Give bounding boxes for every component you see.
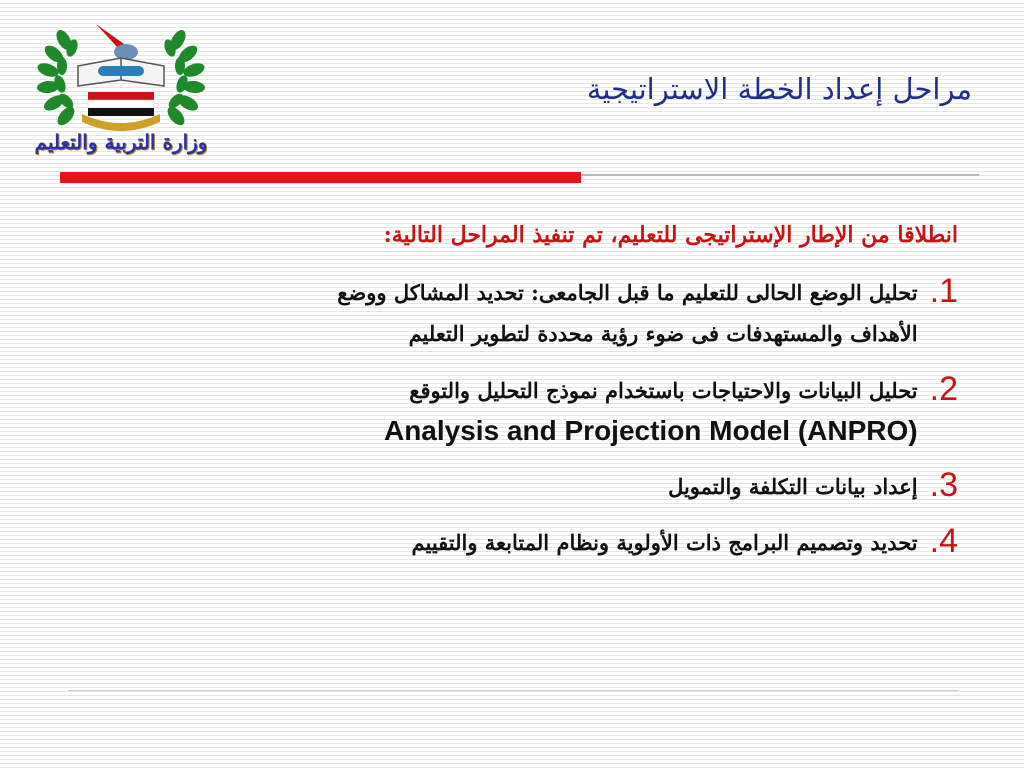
list-item: [668, 466, 958, 507]
ministry-logo: [26, 14, 216, 174]
slide-title: مراحل إعداد الخطة الاستراتيجية: [586, 72, 972, 106]
list-item: [337, 272, 958, 354]
item-line: تحليل البيانات والاحتياجات باستخدام نموذج التحليل والتوقع: [409, 378, 918, 403]
item-number: 1.: [929, 272, 958, 310]
footer-divider: [68, 690, 958, 691]
intro-text: انطلاقا من الإطار الإستراتيجى للتعليم، تم تنفيذ المراحل التالية:: [383, 222, 958, 248]
item-number: 4.: [929, 522, 958, 560]
item-text: [384, 370, 918, 451]
laurel-wreath-emblem-icon: [26, 14, 216, 146]
item-number: 2.: [929, 370, 958, 408]
item-text: [412, 522, 918, 563]
item-text: [337, 272, 917, 354]
item-english-line: Analysis and Projection Model (ANPRO): [383, 415, 918, 446]
title-underline-red: [60, 172, 581, 183]
list-item: [412, 522, 959, 563]
item-line: الأهداف والمستهدفات فى ضوء رؤية محددة لتطوير التعليم: [408, 321, 918, 346]
ministry-name: وزارة التربية والتعليم: [34, 130, 208, 154]
item-text: [668, 466, 918, 507]
item-line: تحليل الوضع الحالى للتعليم ما قبل الجامعى: تحديد المشاكل ووضع: [337, 280, 918, 305]
list-item: [384, 370, 958, 451]
item-number: 3.: [929, 466, 958, 504]
item-line: إعداد بيانات التكلفة والتمويل: [668, 474, 918, 499]
item-line: تحديد وتصميم البرامج ذات الأولوية ونظام المتابعة والتقييم: [411, 530, 918, 555]
title-underline-gray: [581, 174, 979, 176]
